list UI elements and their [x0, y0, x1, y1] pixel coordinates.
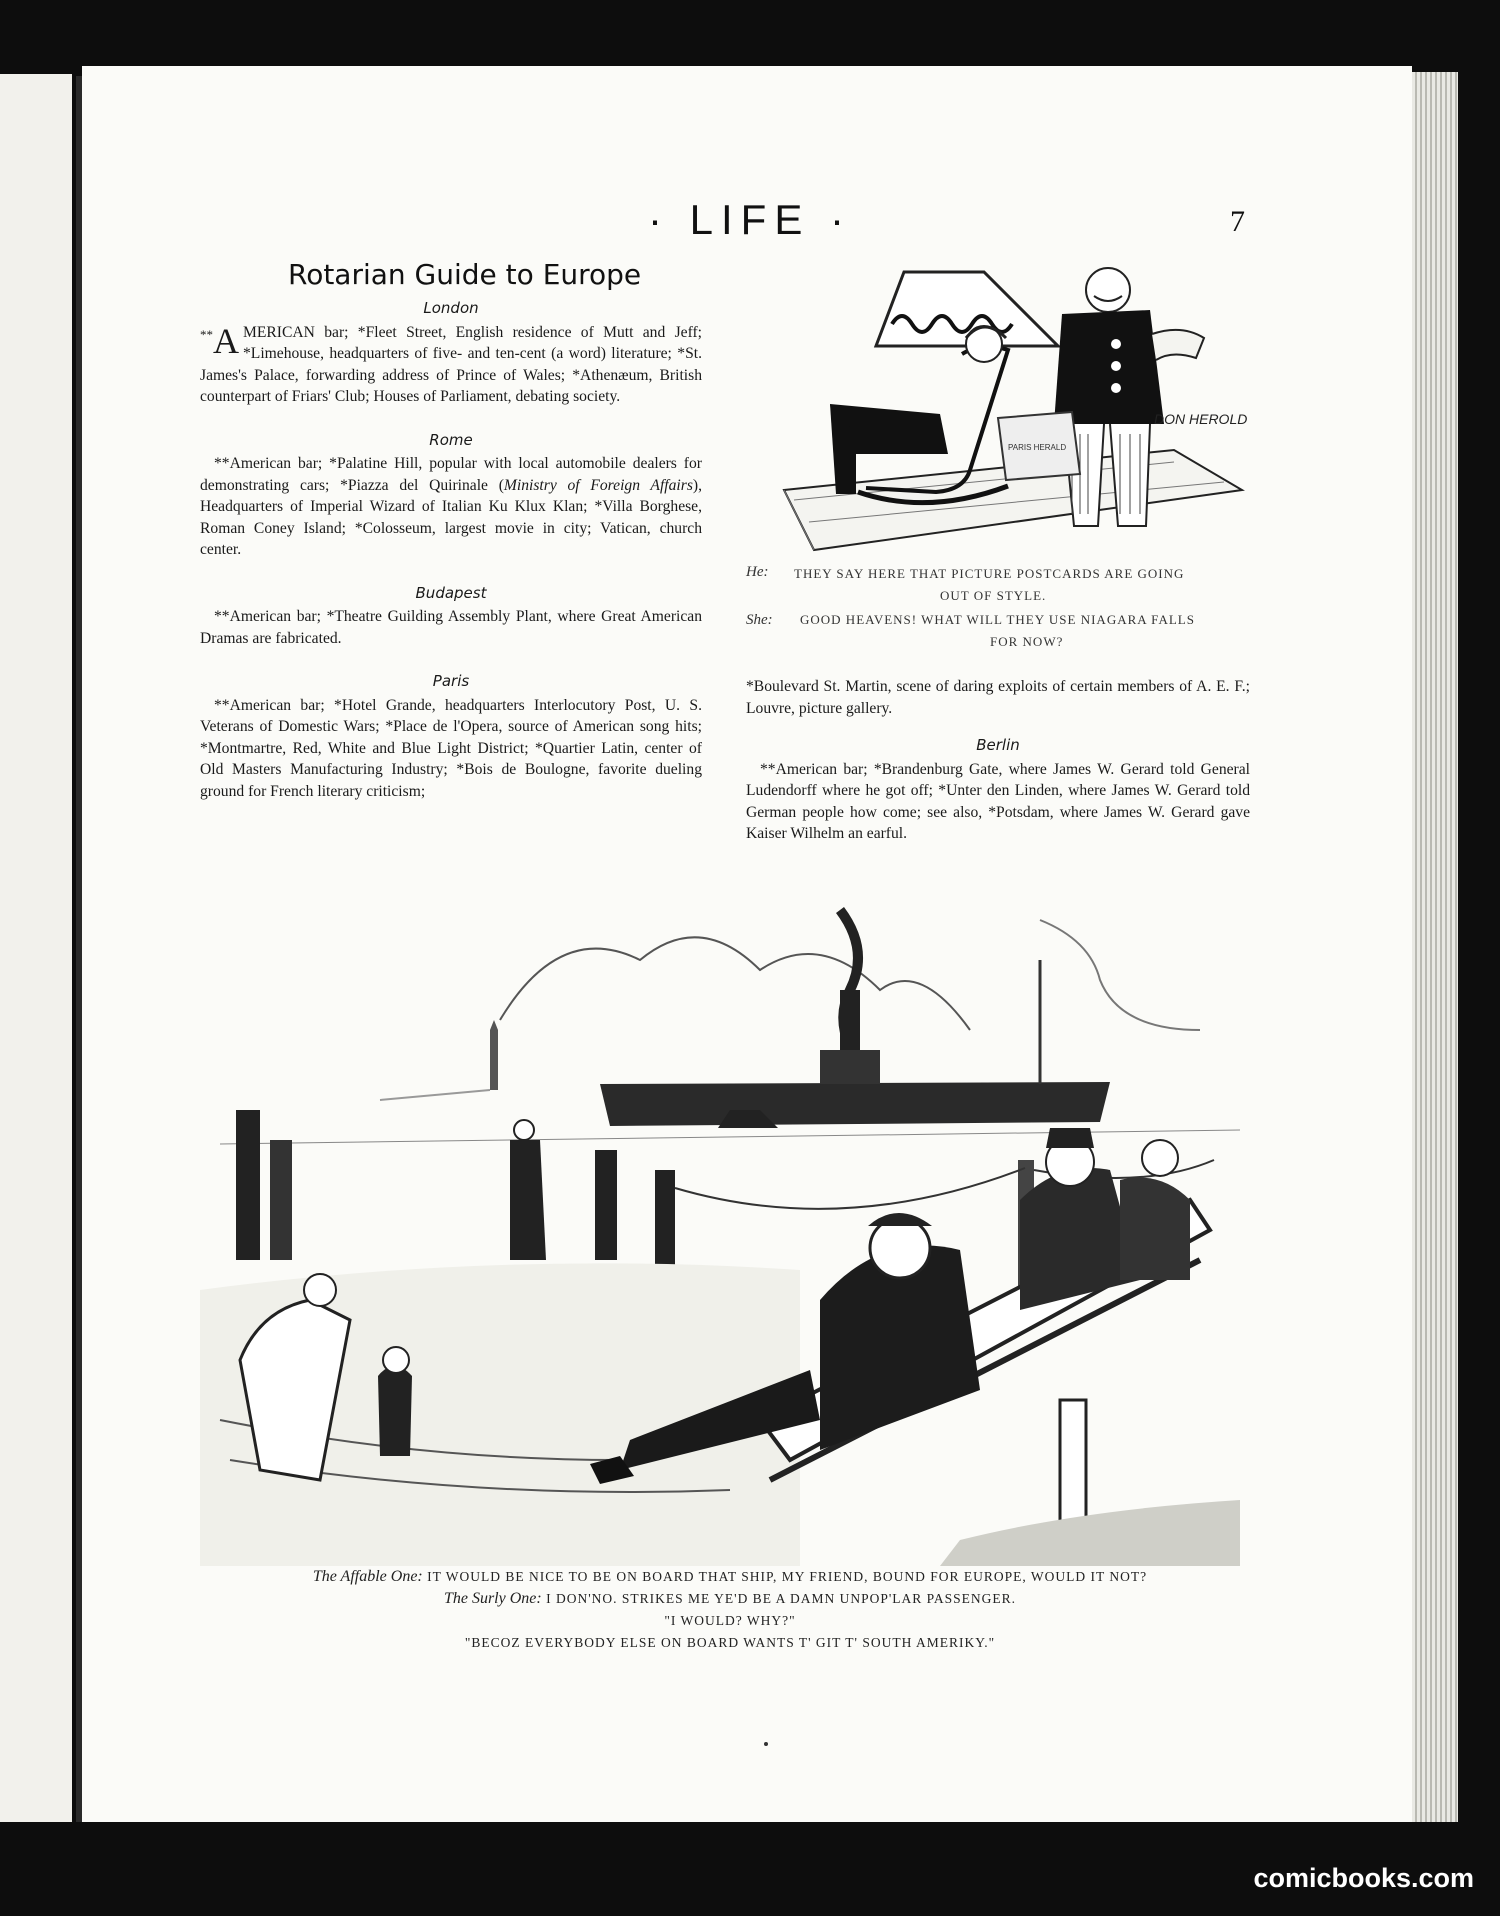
site-watermark: comicbooks.com [1253, 1863, 1474, 1893]
page-stack-edges [1412, 72, 1458, 1822]
couple-on-porch-cartoon [754, 254, 1250, 552]
bottom-cartoon-caption [200, 1566, 1260, 1654]
paris-continuation: *Boulevard St. Martin, scene of daring exploits of certain members of A. E. F.; Louvre, picture gallery. [746, 678, 1250, 717]
she-label: She: [746, 612, 773, 628]
caption-he-line2: OUT OF STYLE. [940, 588, 1047, 603]
affable-line: IT WOULD BE NICE TO BE ON BOARD THAT SHIP, MY FRIEND, BOUND FOR EUROPE, WOULD IT NOT? [427, 1569, 1148, 1584]
article-title: Rotarian Guide to Europe [288, 258, 642, 291]
section-text-budapest: **American bar; *Theatre Guilding Assembly Plant, where Great American Dramas are fabricated. [200, 608, 702, 647]
caption-line-2 [200, 1588, 1260, 1610]
rome-italic: Ministry of Foreign Affairs [503, 476, 693, 494]
surly-line: I DON'NO. STRIKES ME YE'D BE A DAMN UNPOP'LAR PASSENGER. [546, 1591, 1017, 1606]
section-heading-rome: Rome [429, 430, 473, 449]
section-heading-london: London [423, 299, 479, 317]
page-mark [764, 1742, 768, 1746]
caption-line-1 [200, 1566, 1260, 1588]
section-text-berlin: **American bar; *Brandenburg Gate, where James W. Gerard told General Ludendorff where he got off; *Unter den Linden, where James W. Gerard told German people how come; see also, *Potsdam, where James W. Gerard gave Kaiser Wilhelm an earful. [746, 760, 1250, 842]
article-right-column [746, 676, 1250, 855]
rome-body-2: ), Headquarters of Imperial Wizard of Italian Ku Klux Klan; *Villa Borghese, Roman Coney Island; *Colosseum, largest movie in city; Vatican, church center. [200, 476, 702, 558]
caption-line-4: "BECOZ EVERYBODY ELSE ON BOARD WANTS T' GIT T' SOUTH AMERIKY." [464, 1635, 996, 1650]
harbor-bench-illustration [200, 900, 1260, 1566]
caption-she-label [746, 612, 773, 629]
caption-line-3: "I WOULD? WHY?" [664, 1613, 796, 1628]
section-heading-paris: Paris [432, 672, 470, 690]
caption-he-label [746, 564, 769, 581]
section-text-rome [200, 453, 702, 561]
surly-speaker: The Surly One: [443, 1590, 542, 1607]
section-heading-budapest: Budapest [415, 583, 487, 602]
affable-speaker: The Affable One: [312, 1568, 423, 1585]
newspaper-text: PARIS HERALD [1008, 443, 1067, 452]
artist-signature: DON HEROLD [1154, 411, 1248, 427]
previous-page-edge [0, 74, 72, 1822]
dropcap: A [213, 320, 239, 361]
page-number: 7 [1230, 205, 1245, 238]
caption-she-line1: GOOD HEAVENS! WHAT WILL THEY USE NIAGARA FALLS [800, 612, 1195, 627]
caption-he-line1: THEY SAY HERE THAT PICTURE POSTCARDS ARE GOING [794, 566, 1185, 581]
section-text-paris: **American bar; *Hotel Grande, headquarters Interlocutory Post, U. S. Veterans of Domestic Wars; *Place de l'Opera, source of American song hits; *Montmartre, Red, White and Blue Light District; *Quartier Latin, center of Old Masters Manufacturing Industry; *Bois de Boulogne, favorite dueling ground for French literary criticism; [200, 696, 702, 800]
rome-body-1: **American bar; *Palatine Hill, popular with local automobile dealers for demonstrating cars; *Piazza del Quirinale ( [200, 455, 702, 494]
london-body: MERICAN bar; *Fleet Street, English residence of Mutt and Jeff; *Limehouse, headquarters of five- and ten-cent (a word) literature; *St. James's Palace, forwarding address of Prince of Wales; *Athenæum, British counterpart of Friars' Club; Houses of Parliament, debating society. [200, 323, 702, 405]
article-left-column [200, 298, 702, 812]
section-text-london [200, 322, 702, 408]
caption-she-line2: FOR NOW? [990, 634, 1064, 649]
masthead: · LIFE · [647, 196, 852, 243]
section-heading-berlin: Berlin [976, 736, 1020, 754]
he-label: He: [746, 564, 769, 580]
dropcap-prefix: ** [200, 326, 213, 342]
